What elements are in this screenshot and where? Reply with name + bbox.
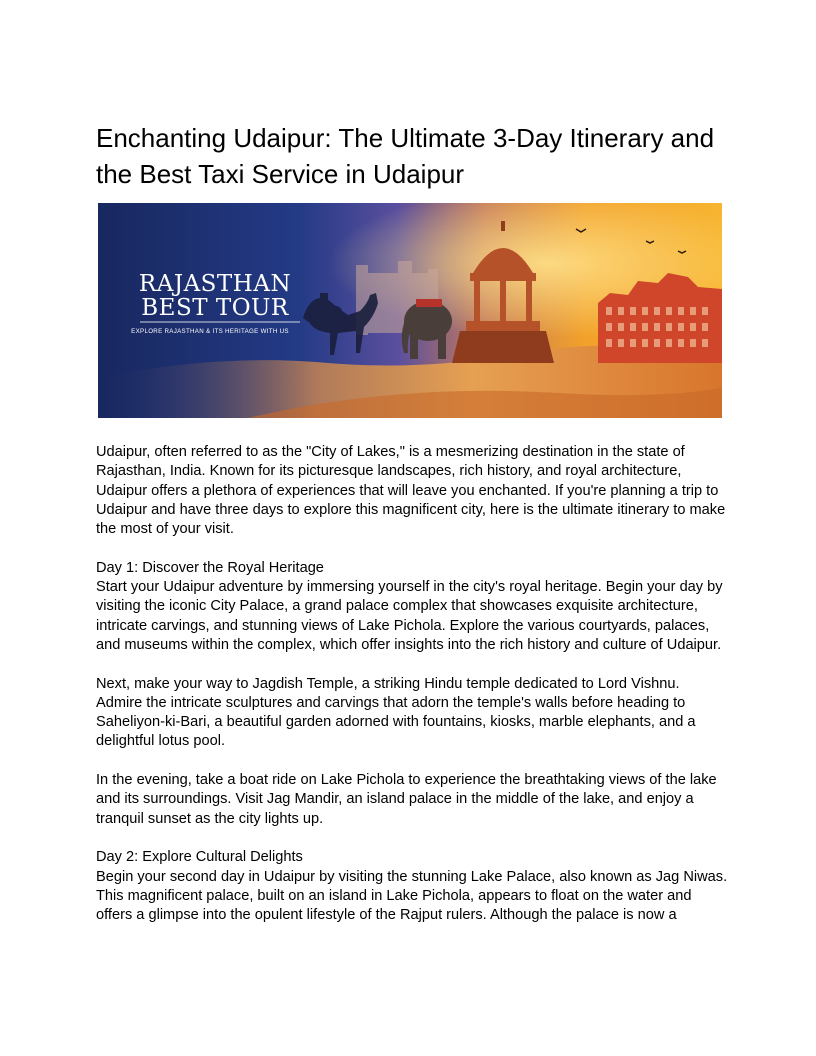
- day1-heading: Day 1: Discover the Royal Heritage: [96, 559, 324, 576]
- day1-paragraph-1: Start your Udaipur adventure by immersing yourself in the city's royal heritage. Begin your day by visiting the iconic City Palace, a grand palace complex that showcases exquisite architecture, intricate carvings, and stunning views of Lake Pichola. Explore the various courtyards, palaces, and museums within the complex, which offer insights into the rich history and culture of Udaipur.: [96, 579, 723, 653]
- day1-section: [96, 559, 728, 655]
- banner-tagline: EXPLORE RAJASTHAN & ITS HERITAGE WITH US: [131, 328, 289, 335]
- day1-paragraph-3: In the evening, take a boat ride on Lake Pichola to experience the breathtaking views of the lake and its surroundings. Visit Jag Mandir, an island palace in the middle of the lake, and enjoy a tranquil sunset as the city lights up.: [96, 772, 717, 827]
- banner-brand-line2: BEST TOUR: [141, 295, 289, 321]
- day2-heading: Day 2: Explore Cultural Delights: [96, 849, 303, 866]
- document-title: Enchanting Udaipur: The Ultimate 3-Day Itinerary and the Best Taxi Service in Udaipur: [96, 123, 715, 189]
- banner-brand-line1: RAJASTHAN: [138, 271, 292, 297]
- intro-paragraph: Udaipur, often referred to as the "City of Lakes," is a mesmerizing destination in the state of Rajasthan, India. Known for its picturesque landscapes, rich history, and royal architecture, Udaipur offers a plethora of experiences that will leave you enchanted. If you're planning a trip to Udaipur and have three days to explore this magnificent city, here is the ultimate itinerary to make the most of your visit.: [96, 444, 726, 538]
- day1-paragraph-2: Next, make your way to Jagdish Temple, a striking Hindu temple dedicated to Lord Vishnu. Admire the intricate sculptures and carvings that adorn the temple's walls before heading to Saheliyon-ki-Bari, a beautiful garden adorned with fountains, kiosks, marble elephants, and a delightful lotus pool.: [96, 675, 696, 750]
- day2-paragraph-1: Begin your second day in Udaipur by visiting the stunning Lake Palace, also known as Jag Niwas. This magnificent palace, built on an island in Lake Pichola, appears to float on the water and offers a glimpse into the opulent lifestyle of the Rajput rulers. Although the palace is now a: [96, 868, 728, 924]
- day2-section: [96, 848, 728, 925]
- document-body: [96, 443, 728, 945]
- rajasthan-tour-banner: [98, 203, 722, 418]
